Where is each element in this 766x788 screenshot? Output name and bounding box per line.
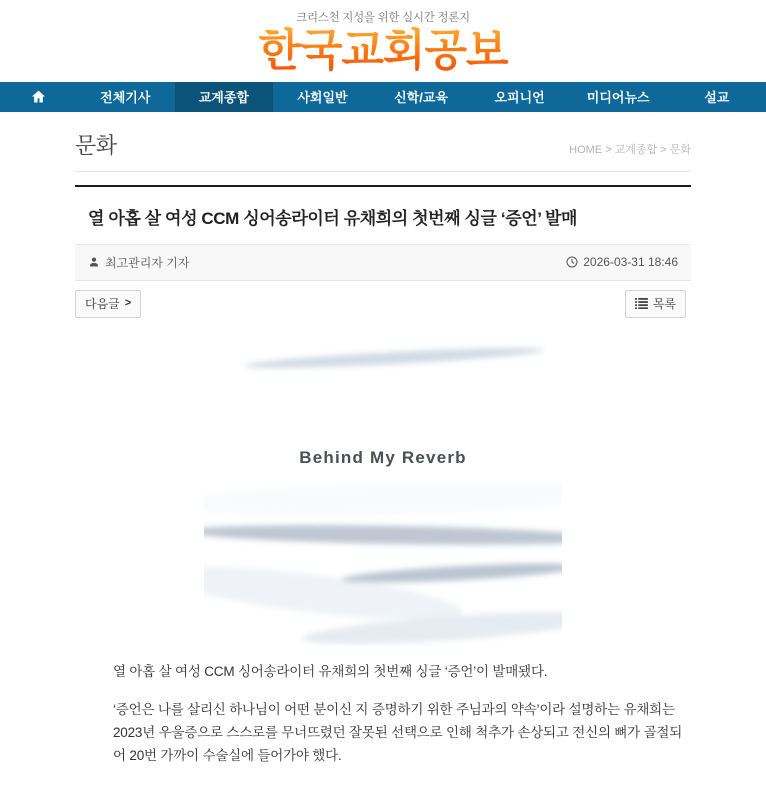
author-name: 최고관리자 기자 bbox=[105, 255, 190, 270]
paint-stroke bbox=[342, 560, 562, 587]
paint-stroke bbox=[204, 522, 562, 547]
author-info bbox=[88, 254, 189, 271]
site-header bbox=[0, 0, 766, 77]
body-paragraph: 열 아홉 살 여성 CCM 싱어송라이터 유채희의 첫번째 싱글 ‘증언’이 발매됐다. bbox=[113, 663, 548, 679]
site-logo[interactable]: 한국교회공보 bbox=[258, 26, 508, 75]
nav-item-church-general[interactable] bbox=[175, 82, 274, 112]
article-body bbox=[75, 646, 691, 788]
list-button-label: 목록 bbox=[652, 296, 676, 311]
article-title: 열 아홉 살 여성 CCM 싱어송라이터 유채희의 첫번째 싱글 ‘증언’ 발매 bbox=[88, 208, 578, 228]
nav-item-label: 오피니언 bbox=[494, 90, 545, 106]
nav-item-label: 전체기사 bbox=[100, 90, 151, 106]
article-header bbox=[75, 185, 691, 281]
list-button[interactable] bbox=[625, 290, 686, 318]
album-title-text: Behind My Reverb bbox=[299, 447, 467, 467]
next-post-label: 다음글 bbox=[85, 296, 120, 311]
person-icon bbox=[88, 256, 100, 268]
section-header bbox=[75, 129, 691, 160]
paint-stroke bbox=[274, 396, 562, 421]
list-icon bbox=[635, 298, 648, 309]
paint-stroke bbox=[206, 298, 230, 558]
nav-item-home[interactable] bbox=[0, 82, 76, 112]
nav-item-label: 신학/교육 bbox=[394, 90, 448, 106]
next-post-button[interactable] bbox=[75, 290, 141, 318]
nav-item-label: 미디어뉴스 bbox=[586, 90, 650, 106]
publish-datetime-text: 2026-03-31 18:46 bbox=[583, 255, 678, 270]
nav-item-opinion[interactable] bbox=[470, 82, 569, 112]
paint-stroke bbox=[204, 478, 562, 520]
nav-item-media-news[interactable] bbox=[569, 82, 668, 112]
article-content bbox=[75, 288, 691, 788]
page-container bbox=[75, 129, 691, 788]
nav-item-society[interactable] bbox=[273, 82, 372, 112]
album-art-image bbox=[204, 288, 562, 646]
home-icon bbox=[31, 89, 46, 104]
breadcrumb[interactable]: HOME > 교계종합 > 문화 bbox=[569, 143, 691, 156]
paint-stroke bbox=[244, 344, 544, 372]
clock-icon bbox=[566, 256, 578, 268]
nav-item-sermon[interactable] bbox=[667, 82, 766, 112]
chevron-right-icon: > bbox=[124, 297, 132, 310]
nav-item-label: 사회일반 bbox=[297, 90, 348, 106]
nav-item-label: 교계종합 bbox=[198, 90, 249, 106]
site-tagline: 크리스천 지성을 위한 실시간 정론지 bbox=[296, 12, 470, 24]
nav-item-label: 설교 bbox=[704, 90, 730, 106]
paint-stroke bbox=[204, 310, 562, 347]
page-title: 문화 bbox=[75, 132, 117, 158]
body-paragraph: ‘증언은 나를 살리신 하나님이 어떤 분이신 지 증명하기 위한 주님과의 약속’이라 설명하는 유채희는 2023년 우울증으로 스스로를 무너뜨렸던 잘못된 선택으로 인해 척추가 손상되고 전신의 뼈가 골절되어 20번 가까이 수술실에 들어가야 했다. bbox=[113, 701, 683, 763]
nav-item-all-articles[interactable] bbox=[76, 82, 175, 112]
publish-datetime bbox=[566, 255, 678, 269]
section-divider bbox=[75, 171, 691, 172]
main-nav bbox=[0, 82, 766, 112]
article-byline-bar bbox=[75, 244, 691, 281]
nav-item-theology-education[interactable] bbox=[372, 82, 471, 112]
